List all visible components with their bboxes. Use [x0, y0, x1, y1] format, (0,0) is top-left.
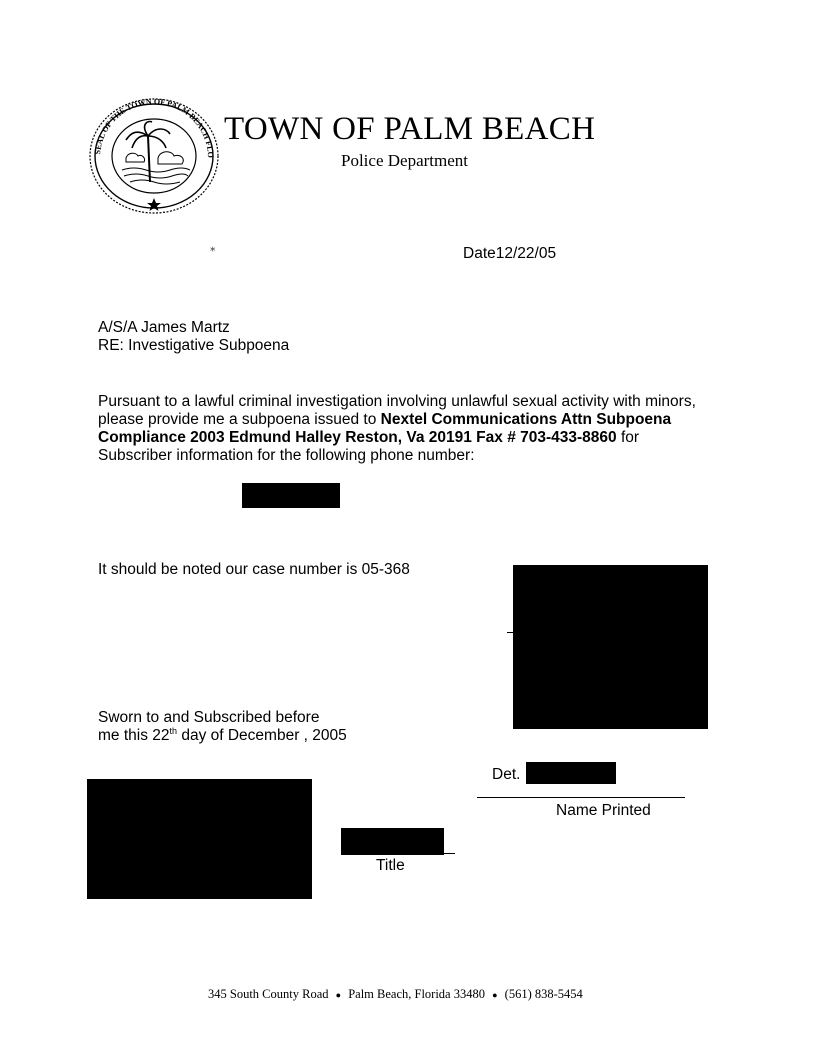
redacted-signature-block [87, 779, 312, 899]
footer-street: 345 South County Road [208, 987, 329, 1001]
footer-city: Palm Beach, Florida 33480 [348, 987, 485, 1001]
redacted-detective-name [526, 762, 616, 784]
redacted-block-right [513, 565, 708, 729]
date-value: 12/22/05 [495, 245, 557, 262]
page-title: TOWN OF PALM BEACH [224, 111, 596, 147]
stray-dash [507, 632, 514, 633]
svg-text:SEAL OF THE TOWN OF PALM BEACH: SEAL OF THE TOWN OF PALM BEACH FLO [93, 96, 216, 159]
footer-bullet-2: ● [492, 990, 498, 1000]
company-address: Compliance 2003 Edmund Halley Reston, Va 20191 Fax # 703-433-8860 [98, 429, 617, 446]
paragraph-line-2-text: please provide me a subpoena issued to [98, 411, 381, 428]
name-printed-label: Name Printed [556, 802, 651, 819]
scan-speck: ⁎ [210, 242, 216, 254]
paragraph-line-3-tail: for [616, 429, 640, 446]
det-label: Det. [492, 766, 521, 783]
name-signature-line [477, 797, 685, 798]
sworn-statement [98, 709, 347, 745]
sworn-line-2 [98, 727, 347, 745]
title-signature-line [341, 853, 455, 854]
title-label: Title [376, 857, 405, 874]
company-name: Nextel Communications Attn Subpoena [380, 411, 672, 428]
sworn-line-2-sup: th [169, 725, 178, 736]
paragraph-line-1: Pursuant to a lawful criminal investigation involving unlawful sexual activity with minors, [98, 393, 696, 410]
recipient-block [98, 319, 289, 355]
redacted-title [341, 828, 444, 855]
sworn-line-2-suffix: day of December , 2005 [177, 727, 347, 744]
sworn-line-1: Sworn to and Subscribed before [98, 709, 320, 726]
recipient-re: RE: Investigative Subpoena [98, 337, 290, 354]
page-subtitle: Police Department [341, 151, 468, 170]
sworn-line-2-prefix: me this 22 [98, 727, 170, 744]
paragraph-line-2 [98, 411, 696, 429]
footer-bullet-1: ● [335, 990, 342, 1000]
footer-phone: (561) 838-5454 [504, 987, 583, 1001]
footer-address [208, 987, 583, 1002]
recipient-name: A/S/A James Martz [98, 319, 230, 336]
redacted-phone-number [242, 483, 340, 508]
paragraph-line-4: Subscriber information for the following phone number: [98, 447, 475, 464]
case-number-note: It should be noted our case number is 05-368 [98, 561, 410, 578]
town-seal [86, 96, 222, 216]
date-line [463, 245, 556, 263]
paragraph-line-3 [98, 429, 696, 447]
date-label: Date [463, 245, 496, 262]
request-paragraph [98, 393, 696, 465]
